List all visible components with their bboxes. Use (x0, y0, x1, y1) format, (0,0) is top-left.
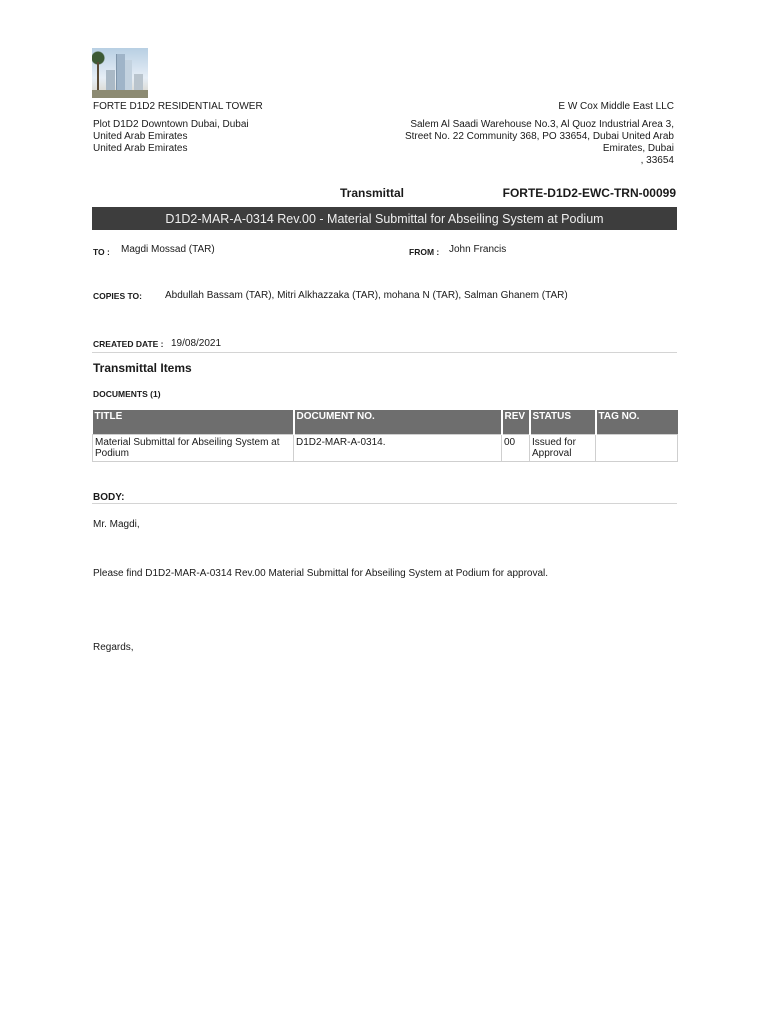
column-header-rev: REV (502, 410, 530, 435)
created-date-value: 19/08/2021 (171, 338, 222, 349)
sender-address-line: Plot D1D2 Downtown Dubai, Dubai (93, 119, 249, 130)
company-address-line: , 33654 (640, 155, 674, 166)
to-label: TO : (93, 247, 110, 257)
sender-address-line: United Arab Emirates (93, 143, 188, 154)
from-value: John Francis (449, 244, 507, 255)
cell-title: Material Submittal for Abseiling System at Podium (93, 435, 294, 462)
subject-text: D1D2-MAR-A-0314 Rev.00 - Material Submittal for Abseiling System at Podium (165, 211, 604, 226)
copies-label: COPIES TO: (93, 291, 142, 301)
column-header-title: TITLE (93, 410, 294, 435)
subject-bar (92, 207, 677, 230)
created-date-label: CREATED DATE : (93, 339, 164, 349)
from-label: FROM : (409, 247, 440, 257)
copies-value: Abdullah Bassam (TAR), Mitri Alkhazzaka (TAR), mohana N (TAR), Salman Ghanem (TAR) (165, 290, 568, 301)
transmittal-label: Transmittal (340, 186, 405, 200)
company-address-line: Emirates, Dubai (602, 143, 674, 154)
to-value: Magdi Mossad (TAR) (121, 244, 215, 255)
company-address-line: Street No. 22 Community 368, PO 33654, Dubai United Arab (404, 131, 674, 142)
cell-status: Issued for Approval (530, 435, 596, 462)
sender-address-line: United Arab Emirates (93, 131, 188, 142)
transmittal-number: FORTE-D1D2-EWC-TRN-00099 (502, 186, 676, 200)
divider (92, 352, 677, 353)
divider (92, 503, 677, 504)
items-title: Transmittal Items (93, 361, 192, 375)
company-address-line: Salem Al Saadi Warehouse No.3, Al Quoz Industrial Area 3, (410, 119, 674, 130)
column-header-document-no: DOCUMENT NO. (294, 410, 502, 435)
documents-count: DOCUMENTS (1) (93, 389, 161, 399)
sender-block (93, 101, 263, 155)
cell-rev: 00 (502, 435, 530, 462)
column-header-status: STATUS (530, 410, 596, 435)
table-header-row (93, 410, 678, 435)
cell-document-no: D1D2-MAR-A-0314. (294, 435, 502, 462)
documents-table (92, 410, 678, 462)
project-logo (92, 48, 148, 98)
company-name: E W Cox Middle East LLC (558, 101, 674, 112)
column-header-tag-no: TAG NO. (596, 410, 678, 435)
body-greeting: Mr. Magdi, (93, 519, 140, 530)
body-label: BODY: (93, 492, 125, 503)
body-closing: Regards, (93, 642, 134, 653)
table-row (93, 435, 678, 462)
project-name: FORTE D1D2 RESIDENTIAL TOWER (93, 101, 263, 112)
recipient-company-block (374, 101, 674, 167)
body-message: Please find D1D2-MAR-A-0314 Rev.00 Material Submittal for Abseiling System at Podium for approval. (93, 568, 549, 579)
cell-tag-no (596, 435, 678, 462)
